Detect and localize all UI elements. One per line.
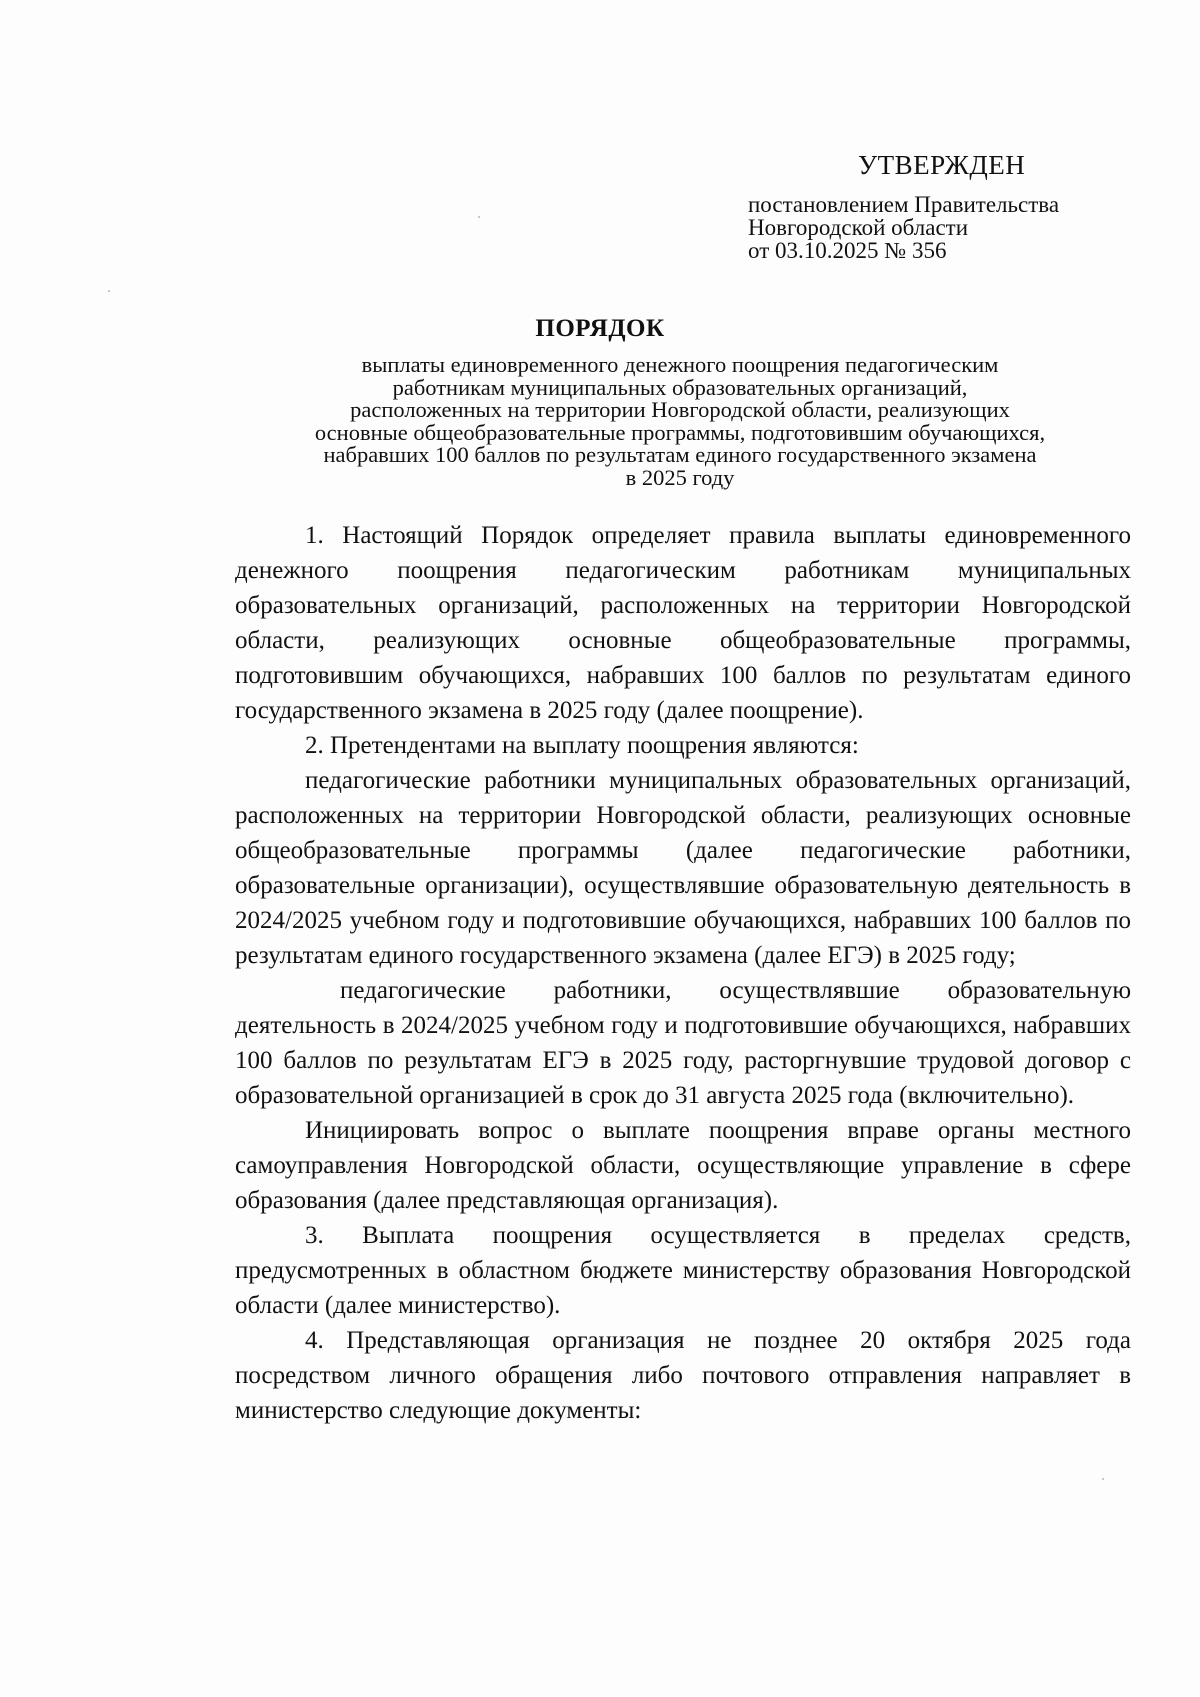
approval-details [748,193,1059,262]
scan-speck [1102,1478,1104,1480]
paragraph-2-item-2: педагогические работники, осуществлявшие образовательную деятельность в 2024/2025 учебном году и подготовившие обучающихся, набравших 100 баллов по результатам ЕГЭ в 2025 году, расторгнувшие трудовой договор с образовательной организацией в срок до 31 августа 2025 года (включительно). [235,977,1131,1109]
subtitle-line: набравших 100 баллов по результатам единого государственного экзамена [323,442,1037,467]
paragraph-4: 4. Представляющая организация не позднее 20 октября 2025 года посредством личного обращения либо почтового отправления направляет в министерство следующие документы: [235,1327,1131,1424]
approval-line-3: от 03.10.2025 № 356 [748,238,947,263]
document-subtitle [230,354,1130,489]
document-body [235,518,1131,1428]
approval-line-2: Новгородской области [748,215,969,240]
approval-line-1: постановлением Правительства [748,192,1060,217]
paragraph-3: 3. Выплата поощрения осуществляется в пределах средств, предусмотренных в областном бюджете министерству образования Новгородской области (далее министерство). [235,1222,1131,1319]
scan-speck [478,216,480,218]
paragraph-2: 2. Претендентами на выплату поощрения являются: [305,732,859,759]
paragraph-2-note: Инициировать вопрос о выплате поощрения вправе органы местного самоуправления Новгородской области, осуществляющие управление в сфере образования (далее представляющая организация). [235,1117,1131,1214]
paragraph-1: 1. Настоящий Порядок определяет правила выплаты единовременного денежного поощрения педагогическим работникам муниципальных образовательных организаций, расположенных на территории Новгородской области, реализующих основные общеобразовательные программы, подготовившим обучающихся, набравших 100 баллов по результатам единого государственного экзамена в 2025 году (далее поощрение). [235,522,1131,724]
paragraph-2-item-1: педагогические работники муниципальных образовательных организаций, расположенных на территории Новгородской области, реализующих основные общеобразовательные программы (далее педагогические работники, образовательные организации), осуществлявшие образовательную деятельность в 2024/2025 учебном году и подготовившие обучающихся, набравших 100 баллов по результатам единого государственного экзамена (далее ЕГЭ) в 2025 году; [235,767,1131,969]
subtitle-line: основные общеобразовательные программы, подготовившим обучающихся, [314,419,1046,445]
document-title: ПОРЯДОК [535,315,665,342]
approval-title: УТВЕРЖДЕН [858,150,1026,180]
scan-speck [108,290,110,292]
subtitle-line: выплаты единовременного денежного поощрения педагогическим [361,352,999,377]
subtitle-line: расположенных на территории Новгородской области, реализующих [350,397,1010,422]
subtitle-line: работникам муниципальных образовательных организаций, [392,374,968,400]
subtitle-line: в 2025 году [625,464,735,490]
